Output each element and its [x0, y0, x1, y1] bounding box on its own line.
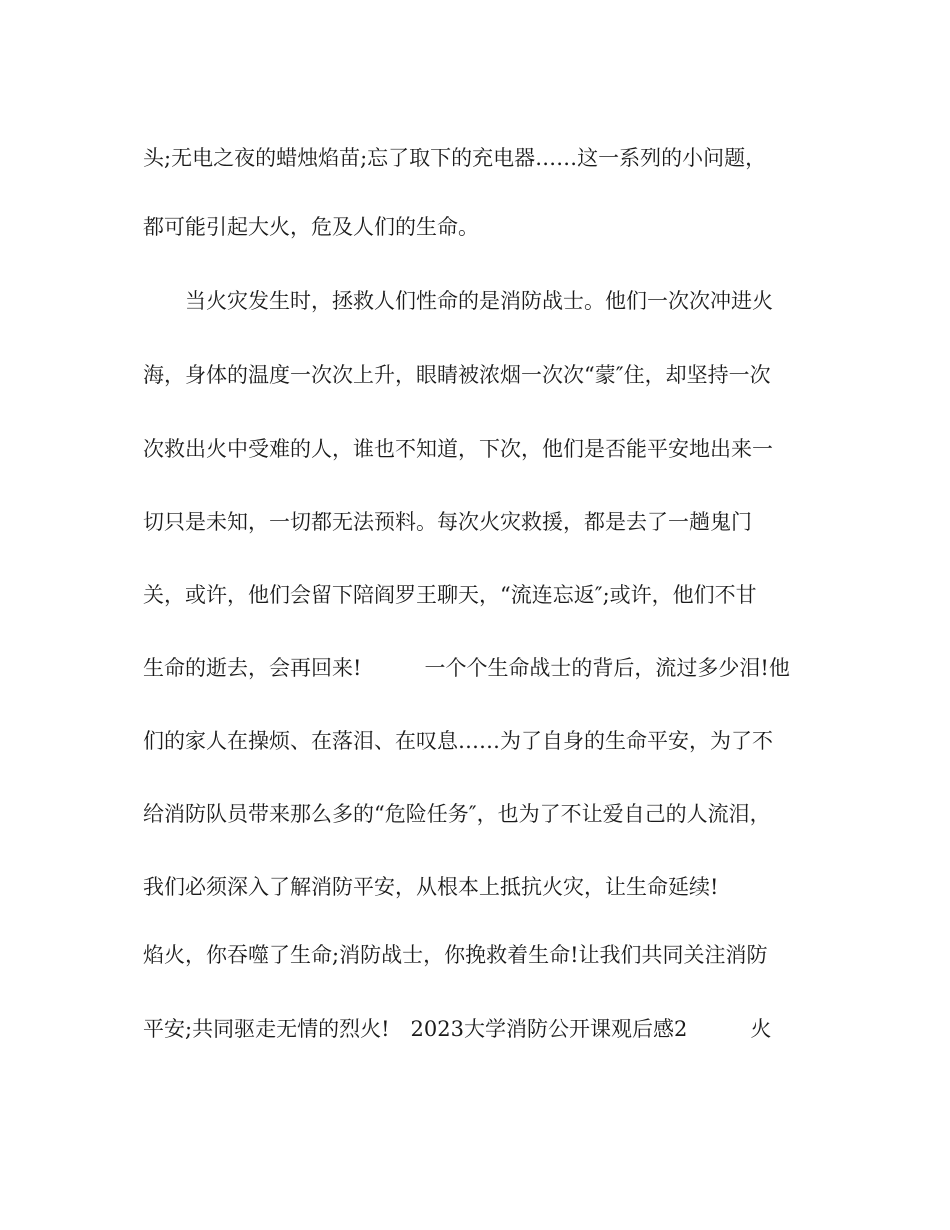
text-line-12: 焰火，你吞噬了生命;消防战士，你挽救着生命!让我们共同关注消防: [143, 943, 768, 967]
text-line-9: 们的家人在操烦、在落泪、在叹息……为了自身的生命平安，为了不: [143, 729, 773, 753]
text-line-3: 当火灾发生时，拯救人们性命的是消防战士。他们一次次冲进火: [143, 289, 773, 313]
text-line-1: 头;无电之夜的蜡烛焰苗;忘了取下的充电器……这一系列的小问题，: [143, 146, 767, 170]
text-line-5: 次救出火中受难的人，谁也不知道，下次，他们是否能平安地出来一: [143, 437, 773, 461]
text-line-6: 切只是未知，一切都无法预料。每次火灾救援，都是去了一趟鬼门: [143, 510, 752, 534]
text-line-4: 海，身体的温度一次次上升，眼睛被浓烟一次次“蒙″住，却坚持一次: [143, 363, 771, 387]
text-line-8: 生命的逝去，会再回来! 一个个生命战士的背后，流过多少泪!他: [143, 656, 790, 680]
text-line-7: 关，或许，他们会留下陪阎罗王聊天，“流连忘返″;或许，他们不甘: [143, 583, 757, 607]
text-line-13: 平安;共同驱走无情的烈火! 2023大学消防公开课观后感2 火: [143, 1017, 772, 1041]
text-line-11: 我们必须深入了解消防平安，从根本上抵抗火灾，让生命延续!: [143, 875, 719, 899]
text-line-2: 都可能引起大火，危及人们的生命。: [143, 215, 479, 239]
text-line-10: 给消防队员带来那么多的“危险任务″，也为了不让爱自己的人流泪，: [143, 802, 771, 826]
